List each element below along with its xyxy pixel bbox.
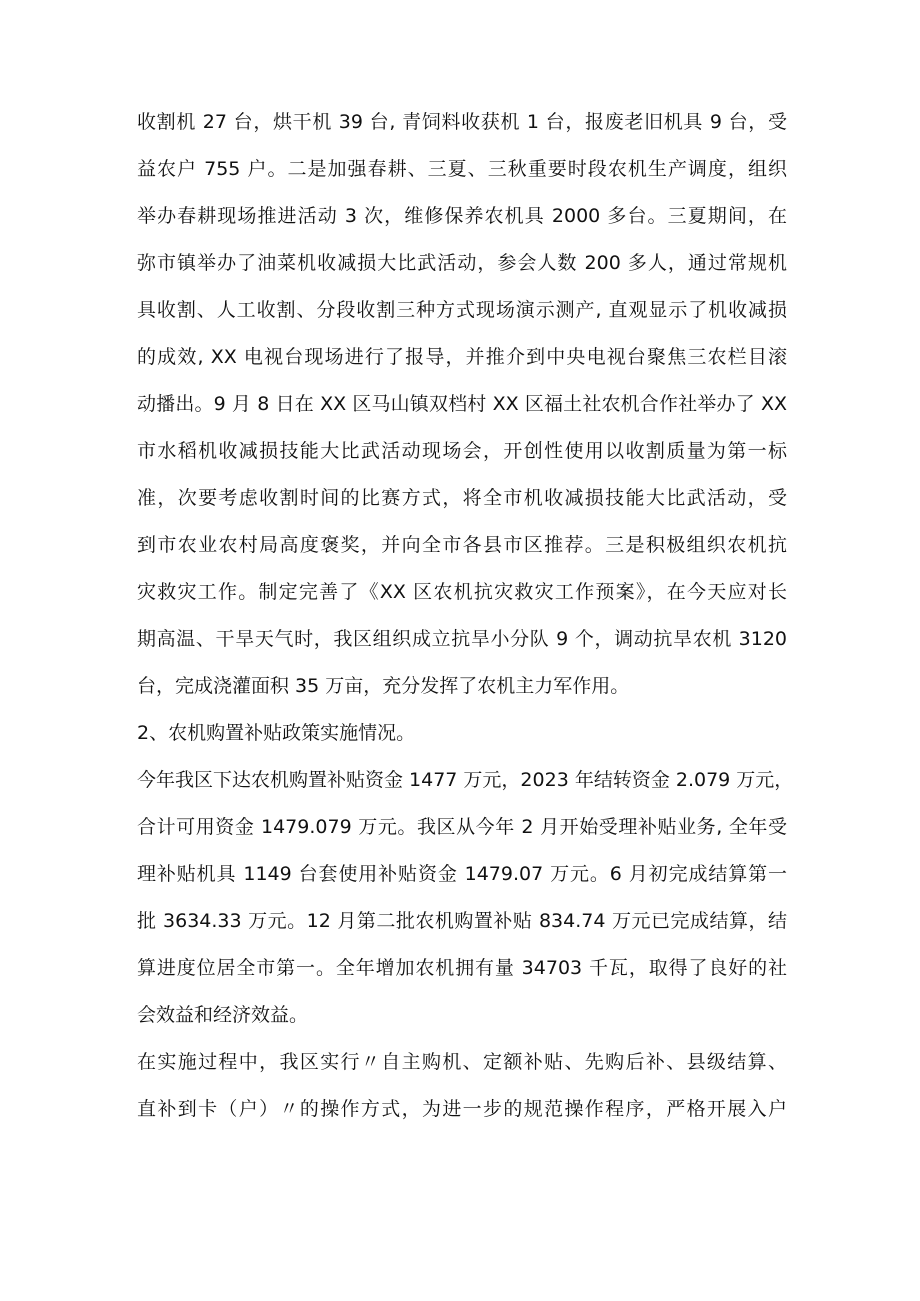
text-line: 批 3634.33 万元。12 月第二批农机购置补贴 834.74 万元已完成结算，结 [137,910,787,932]
text-line: 在实施过程中，我区实行〃自主购机、定额补贴、先购后补、县级结算、 [137,1051,787,1073]
text-line: 今年我区下达农机购置补贴资金 1477 万元，2023 年结转资金 2.079 万元， [137,769,794,791]
text-line: 算进度位居全市第一。全年增加农机拥有量 34703 千瓦，取得了良好的社 [137,957,787,979]
section-heading [137,710,787,757]
document-body [137,99,794,1133]
paragraph-subsidy-funds [137,757,794,1039]
section-heading-text: 2、农机购置补贴政策实施情况。 [137,722,416,744]
text-line: 益农户 755 户。二是加强春耕、三夏、三秋重要时段农机生产调度，组织 [137,158,787,180]
text-line: 灾救灾工作。制定完善了《XX 区农机抗灾救灾工作预案》，在今天应对长 [137,581,787,603]
text-line: 动播出。9 月 8 日在 XX 区马山镇双档村 XX 区福土社农机合作社举办了 XX [137,393,787,415]
text-line: 期高温、干旱天气时，我区组织成立抗旱小分队 9 个，调动抗旱农机 3120 [137,628,787,650]
text-line: 合计可用资金 1479.079 万元。我区从今年 2 月开始受理补贴业务, 全年受 [137,816,787,838]
text-line: 会效益和经济效益。 [137,1004,309,1026]
text-line: 直补到卡（户）〃的操作方式，为进一步的规范操作程序，严格开展入户 [137,1098,787,1120]
paragraph-work-summary [137,99,787,710]
text-line: 弥市镇举办了油菜机收减损大比武活动，参会人数 200 多人，通过常规机 [137,252,787,274]
text-line: 举办春耕现场推进活动 3 次，维修保养农机具 2000 多台。三夏期间，在 [137,205,787,227]
text-line: 到市农业农村局高度褒奖，并向全市各县市区推荐。三是积极组织农机抗 [137,534,787,556]
text-line: 的成效, XX 电视台现场进行了报导，并推介到中央电视台聚焦三农栏目滚 [137,346,787,368]
text-line: 理补贴机具 1149 台套使用补贴资金 1479.07 万元。6 月初完成结算第一 [137,863,787,885]
text-line: 市水稻机收减损技能大比武活动现场会，开创性使用以收割质量为第一标 [137,440,787,462]
text-line: 准，次要考虑收割时间的比赛方式，将全市机收减损技能大比武活动，受 [137,487,787,509]
paragraph-implementation [137,1039,787,1133]
text-line: 台，完成浇灌面积 35 万亩，充分发挥了农机主力军作用。 [137,675,630,697]
text-line: 收割机 27 台，烘干机 39 台, 青饲料收获机 1 台，报废老旧机具 9 台，受 [137,111,787,133]
text-line: 具收割、人工收割、分段收割三种方式现场演示测产, 直观显示了机收减损 [137,299,787,321]
